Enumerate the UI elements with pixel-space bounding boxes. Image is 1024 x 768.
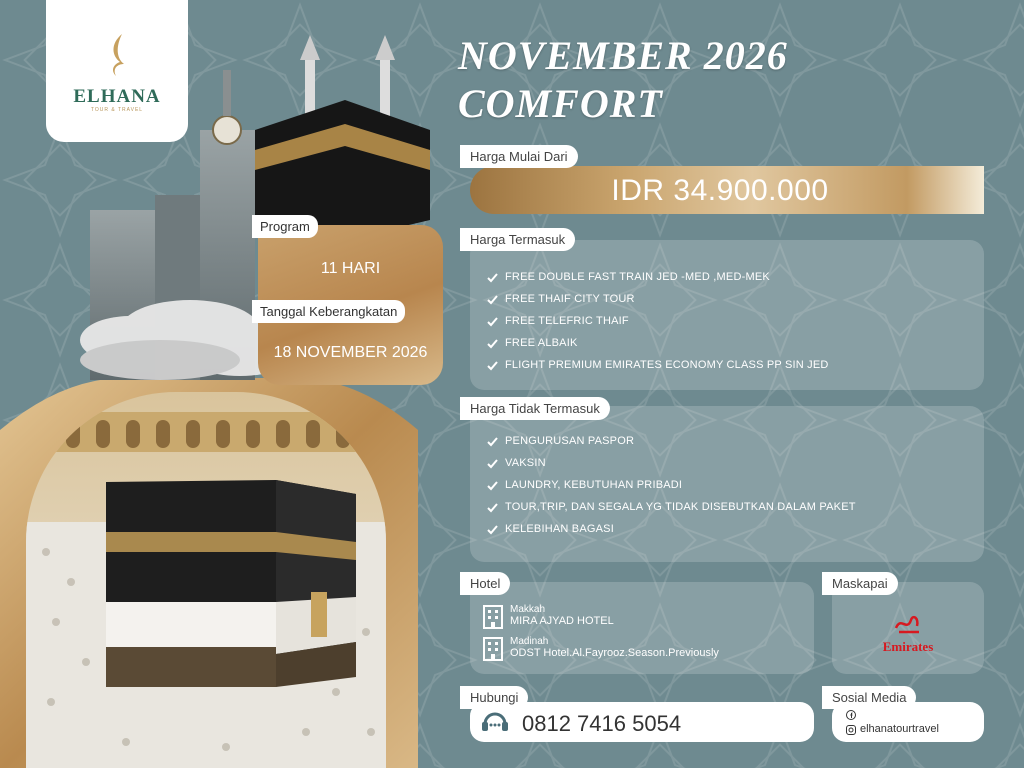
brand-logo-icon [104,32,132,78]
included-label: Harga Termasuk [460,228,575,251]
list-item [486,496,856,518]
hotel-label: Hotel [460,572,510,595]
brand-name: ELHANA [73,86,161,107]
included-item-text: FREE THAIF CITY TOUR [505,293,635,305]
included-item-text: FREE ALBAIK [505,337,578,349]
hotel-entry-makkah [482,604,614,630]
list-item [486,332,829,354]
emirates-script-icon [893,612,923,634]
package-title-month: NOVEMBER 2026 [458,33,788,78]
check-icon [486,523,499,536]
price-value: IDR 34.900.000 [611,174,829,207]
excluded-item-text: TOUR,TRIP, DAN SEGALA YG TIDAK DISEBUTKAN DALAM PAKET [505,501,856,513]
list-item [486,310,829,332]
price-label: Harga Mulai Dari [460,145,578,168]
included-list [486,266,829,376]
package-title-class: COMFORT [458,81,663,126]
list-item [486,288,829,310]
price-bar [470,166,984,214]
included-item-text: FLIGHT PREMIUM EMIRATES ECONOMY CLASS PP SIN JED [505,359,829,371]
emirates-logo [868,612,948,655]
hotel-name: ODST Hotel.Al.Fayrooz.Season.Previously [510,647,719,659]
excluded-item-text: VAKSIN [505,457,546,469]
list-item [486,430,856,452]
check-icon [486,359,499,372]
list-item [486,354,829,376]
list-item [486,518,856,540]
list-item [486,474,856,496]
excluded-label: Harga Tidak Termasuk [460,397,610,420]
hotel-name: MIRA AJYAD HOTEL [510,615,614,627]
instagram-handle[interactable]: elhanatourtravel [860,723,939,735]
excluded-list [486,430,856,540]
social-label: Sosial Media [822,686,916,709]
instagram-icon[interactable] [846,725,856,735]
check-icon [486,479,499,492]
headset-icon [480,710,510,736]
excluded-item-text: KELEBIHAN BAGASI [505,523,614,535]
excluded-item-text: PENGURUSAN PASPOR [505,435,635,447]
check-icon [486,337,499,350]
contact-phone[interactable]: 0812 7416 5054 [522,711,682,736]
kaaba-photo [26,392,386,768]
airline-label: Maskapai [822,572,898,595]
facebook-icon[interactable] [846,710,856,720]
airline-name: Emirates [882,639,934,654]
brand-logo-card [46,0,188,142]
program-label: Program [252,215,318,238]
hotel-building-icon [482,636,504,662]
check-icon [486,293,499,306]
check-icon [486,315,499,328]
included-item-text: FREE DOUBLE FAST TRAIN JED -MED ,MED-MEK [505,271,770,283]
hotel-city: Makkah [510,604,546,615]
list-item [486,452,856,474]
departure-label: Tanggal Keberangkatan [252,300,405,323]
brand-tagline: TOUR & TRAVEL [90,107,144,113]
check-icon [486,501,499,514]
departure-date: 18 NOVEMBER 2026 [273,344,428,361]
contact-label: Hubungi [460,686,528,709]
hotel-entry-madinah [482,636,719,662]
excluded-item-text: LAUNDRY, KEBUTUHAN PRIBADI [505,479,683,491]
hotel-building-icon [482,604,504,630]
check-icon [486,271,499,284]
included-item-text: FREE TELEFRIC THAIF [505,315,629,327]
check-icon [486,435,499,448]
list-item [486,266,829,288]
hotel-city: Madinah [510,636,549,647]
program-duration: 11 HARI [320,260,381,277]
check-icon [486,457,499,470]
